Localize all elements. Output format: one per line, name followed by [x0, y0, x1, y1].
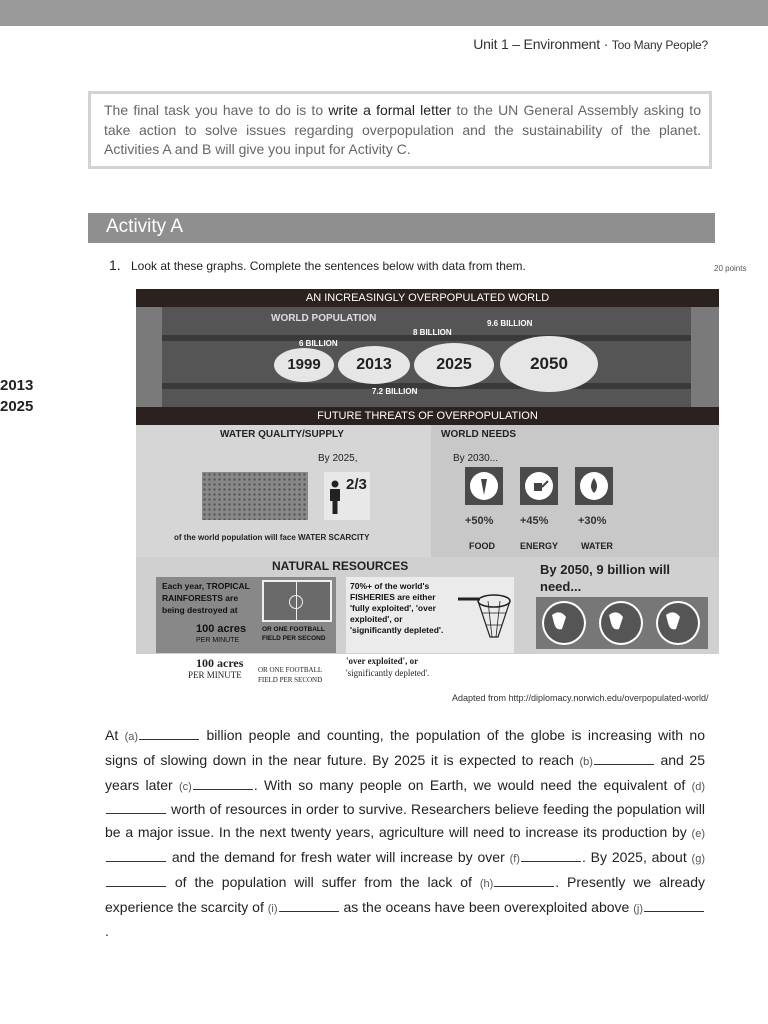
natural-resources-title: NATURAL RESOURCES	[272, 559, 409, 573]
person-icon	[328, 480, 342, 514]
plug-icon	[524, 471, 554, 501]
year-bubble-2025: 2025	[414, 343, 494, 387]
blank-label-j: (j)	[633, 902, 644, 915]
globe-icon-2	[599, 601, 643, 645]
water-percent: +30%	[578, 515, 607, 527]
exercise-text: At	[105, 727, 125, 743]
side-year-2013: 2013	[0, 377, 34, 394]
globe-icon-1	[542, 601, 586, 645]
overflow-acres: 100 acres	[196, 656, 244, 670]
globes-box	[536, 597, 708, 649]
blank-c[interactable]	[193, 779, 253, 790]
population-dots	[202, 472, 308, 520]
side-year-2025: 2025	[0, 398, 34, 415]
unit-title: Unit 1 – Environment ·	[473, 36, 612, 52]
blank-label-i: (i)	[267, 902, 278, 915]
unit-header	[473, 36, 708, 52]
globe-icon-3	[656, 601, 700, 645]
blank-label-c: (c)	[178, 780, 192, 793]
football-field-center-circle	[289, 595, 303, 609]
blank-h[interactable]	[494, 876, 554, 887]
water-need-label: WATER	[581, 541, 613, 551]
overflow-significantly: 'significantly depleted'.	[346, 668, 430, 678]
by-2030-label: By 2030...	[453, 453, 499, 464]
energy-percent: +45%	[520, 515, 549, 527]
globe-icon	[542, 601, 586, 645]
fisheries-box	[346, 577, 514, 653]
carrot-icon	[469, 471, 499, 501]
water-title: WATER QUALITY/SUPPLY	[220, 429, 344, 440]
population-panel-right-edge	[691, 307, 719, 407]
question-text: Look at these graphs. Complete the sentences below with data from them.	[131, 259, 526, 273]
football-field-icon	[262, 580, 332, 622]
exercise-text: and the demand for fresh water will increase by over	[167, 848, 510, 865]
blank-e[interactable]	[106, 851, 166, 862]
by-2025-label: By 2025,	[318, 453, 358, 464]
task-text	[104, 101, 701, 160]
task-text-part2: to the UN General Assembly asking to take action to solve issues regarding overpopulation and the sustainability of the planet. Activities A and B will give you input for Activity C.	[104, 102, 701, 157]
top-bar	[0, 0, 768, 26]
fraction-box	[324, 472, 370, 520]
world-needs-title: WORLD NEEDS	[441, 429, 516, 440]
blank-label-h: (h)	[479, 877, 494, 890]
blank-g[interactable]	[106, 876, 166, 887]
infographic-title: AN INCREASINGLY OVERPOPULATED WORLD	[136, 289, 719, 307]
blank-i[interactable]	[279, 901, 339, 912]
acres-value: 100 acres	[196, 623, 247, 635]
pop-8-billion: 8 BILLION	[413, 328, 452, 337]
fraction-value: 2/3	[346, 476, 367, 493]
blank-label-g: (g)	[691, 852, 705, 865]
rainforest-box	[156, 577, 336, 653]
water-icon-box	[575, 467, 613, 505]
blank-a[interactable]	[139, 729, 199, 740]
water-panel	[136, 425, 431, 557]
population-panel-left-edge	[136, 307, 162, 407]
unit-subtitle: Too Many People?	[611, 38, 708, 52]
blank-f[interactable]	[521, 851, 581, 862]
overflow-over-exploited: 'over exploited', or	[346, 656, 419, 666]
exercise-text: billion people and counting, the population of the globe is increasing with no signs of slowing down in the near future. By 2025 it is expected to reach	[105, 727, 705, 768]
food-icon-box	[465, 467, 503, 505]
energy-icon-box	[520, 467, 558, 505]
blank-j[interactable]	[644, 901, 704, 912]
energy-label: ENERGY	[520, 541, 559, 551]
per-minute-label: PER MINUTE	[196, 637, 240, 644]
task-text-part1: The final task you have to do is to	[104, 102, 329, 118]
exercise-text: . Presently we already experience the scarcity of	[105, 873, 705, 915]
threats-title: FUTURE THREATS OF OVERPOPULATION	[136, 407, 719, 425]
blank-b[interactable]	[594, 754, 654, 765]
infographic	[136, 289, 719, 654]
blank-label-a: (a)	[124, 731, 139, 743]
question-number: 1.	[109, 257, 121, 273]
globe-icon	[656, 601, 700, 645]
points-label: 20 points	[714, 264, 747, 273]
football-field-text: OR ONE FOOTBALL FIELD PER SECOND	[262, 626, 326, 642]
year-bubble-2050: 2050	[500, 336, 598, 392]
activity-title: Activity A	[106, 216, 184, 237]
year-bubble-1999: 1999	[274, 348, 334, 382]
pop-9-6-billion: 9.6 BILLION	[487, 319, 533, 328]
food-percent: +50%	[465, 515, 494, 527]
world-population-label: WORLD POPULATION	[271, 313, 377, 324]
year-bubble-2013: 2013	[338, 346, 410, 384]
overflow-football-2: FIELD PER SECOND	[258, 676, 323, 684]
by-2050-text: By 2050, 9 billion will need...	[540, 562, 671, 594]
water-scarcity-caption: of the world population will face WATER SCARCITY	[174, 533, 370, 542]
blank-label-d: (d)	[691, 780, 706, 793]
world-needs-panel	[431, 425, 719, 557]
food-label: FOOD	[469, 541, 495, 551]
source-credit: Adapted from http://diplomacy.norwich.edu/overpopulated-world/	[452, 693, 709, 703]
population-stripe-bottom	[162, 383, 691, 389]
globe-icon	[599, 601, 643, 645]
overflow-per-minute: PER MINUTE	[188, 670, 242, 680]
task-text-emphasis: write a formal letter	[328, 102, 452, 118]
exercise-text: of the population will suffer from the lack of	[167, 873, 480, 890]
side-years	[0, 375, 33, 417]
blank-label-f: (f)	[509, 852, 520, 865]
exercise-text: worth of resources in order to survive. Researchers believe feeding the population will be a major issue. In the next twenty years, agriculture will need to increase its production by	[105, 801, 705, 841]
overflow-football-1: OR ONE FOOTBALL	[258, 666, 323, 674]
exercise-text: as the oceans have been overexploited above	[339, 898, 634, 915]
water-drop-icon	[579, 471, 609, 501]
blank-d[interactable]	[106, 803, 166, 814]
exercise-paragraph	[105, 724, 705, 943]
population-panel	[136, 307, 719, 407]
pop-7-2-billion: 7.2 BILLION	[372, 387, 418, 396]
exercise-text: and 25 years later	[105, 751, 705, 793]
natural-resources-panel	[136, 557, 719, 654]
exercise-text: . By 2025, about	[581, 848, 692, 865]
blank-label-e: (e)	[691, 828, 705, 841]
exercise-text: . With so many people on Earth, we would need the equivalent of	[253, 776, 692, 793]
fisheries-text: 70%+ of the world's FISHERIES are either 'fully exploited', 'over exploited', or 'significantly depleted'.	[350, 581, 444, 635]
pop-6-billion: 6 BILLION	[299, 339, 338, 348]
exercise-text: .	[105, 923, 109, 940]
blank-label-b: (b)	[579, 755, 593, 768]
rainforest-text: Each year, TROPICAL RAINFORESTS are being destroyed at	[162, 581, 250, 615]
fishing-net-icon	[458, 591, 512, 643]
